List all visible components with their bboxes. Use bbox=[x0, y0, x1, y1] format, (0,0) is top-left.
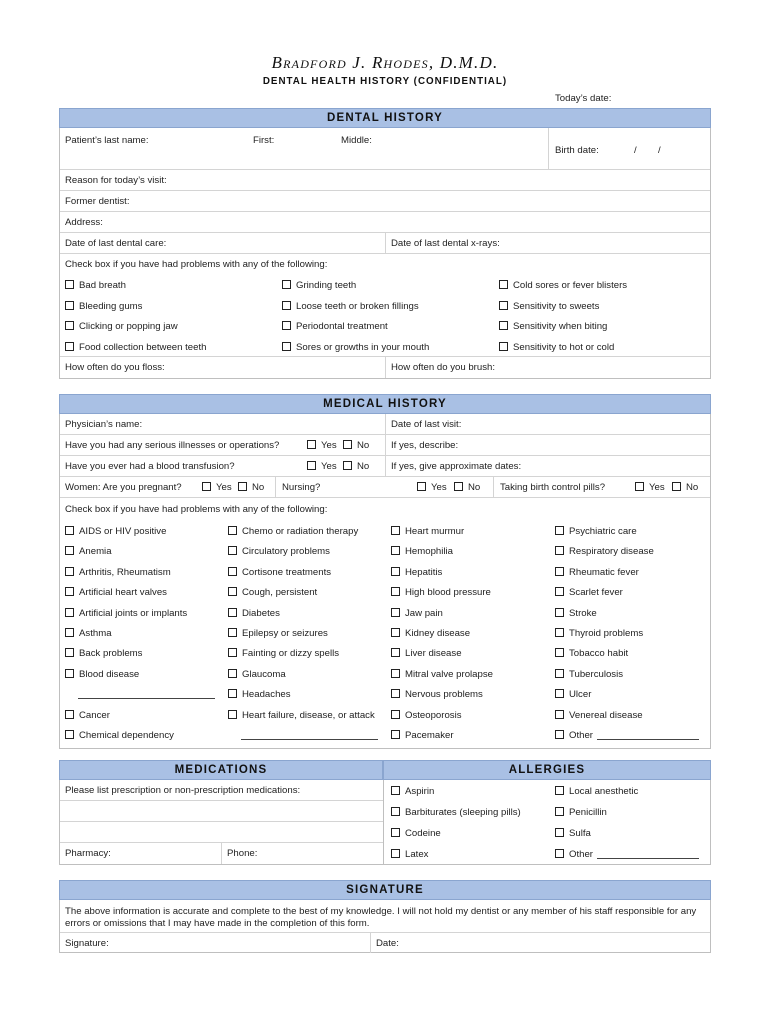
allergy-checkbox[interactable]: Local anesthetic bbox=[555, 786, 638, 797]
medical-condition-checkbox[interactable]: Jaw pain bbox=[391, 608, 443, 619]
pregnant-yes-checkbox[interactable]: Yes bbox=[202, 482, 232, 493]
condition-blank-line[interactable] bbox=[241, 739, 378, 740]
form-subtitle: DENTAL HEALTH HISTORY (CONFIDENTIAL) bbox=[262, 76, 508, 87]
dental-problem-checkbox[interactable]: Food collection between teeth bbox=[65, 342, 206, 353]
birth-date-sep-2: / bbox=[658, 145, 661, 156]
dental-history-heading: DENTAL HISTORY bbox=[59, 108, 711, 128]
signature-date-field[interactable]: Date: bbox=[376, 938, 399, 949]
dental-problems-group bbox=[60, 254, 710, 357]
condition-other-line[interactable] bbox=[597, 739, 699, 740]
medical-condition-checkbox[interactable]: Psychiatric care bbox=[555, 526, 637, 537]
signature-statement: The above information is accurate and complete to the best of my knowledge. I will not hold my dentist or any member of his staff responsible for any errors or omissions that I may have made in the completion of this form. bbox=[65, 906, 697, 929]
medical-condition-checkbox[interactable]: Hemophilia bbox=[391, 546, 453, 557]
dental-problem-checkbox[interactable]: Bleeding gums bbox=[65, 301, 142, 312]
medical-condition-checkbox[interactable]: Tobacco habit bbox=[555, 648, 628, 659]
allergy-checkbox[interactable]: Latex bbox=[391, 849, 428, 860]
medical-condition-checkbox[interactable]: Asthma bbox=[65, 628, 112, 639]
allergy-other-line[interactable] bbox=[597, 858, 699, 859]
medical-history-heading: MEDICAL HISTORY bbox=[59, 394, 711, 414]
allergy-checkbox[interactable]: Barbiturates (sleeping pills) bbox=[391, 807, 521, 818]
brush-frequency-field[interactable]: How often do you brush: bbox=[391, 362, 495, 373]
doctor-name: Bradford J. Rhodes, D.M.D. bbox=[271, 53, 499, 72]
medical-condition-checkbox[interactable]: Artificial joints or implants bbox=[65, 608, 187, 619]
allergies-heading: ALLERGIES bbox=[383, 760, 711, 780]
allergy-checkbox[interactable]: Other bbox=[555, 849, 593, 860]
allergy-checkbox[interactable]: Penicillin bbox=[555, 807, 607, 818]
last-dental-care-field[interactable]: Date of last dental care: bbox=[65, 238, 167, 249]
medical-condition-checkbox[interactable]: Diabetes bbox=[228, 608, 280, 619]
medical-condition-checkbox[interactable]: Artificial heart valves bbox=[65, 587, 167, 598]
medications-line-2[interactable] bbox=[60, 822, 383, 843]
medical-condition-checkbox[interactable]: Stroke bbox=[555, 608, 597, 619]
dental-problem-checkbox[interactable]: Grinding teeth bbox=[282, 280, 356, 291]
last-name-field[interactable]: Patient’s last name: bbox=[65, 135, 149, 146]
birth-control-question: Taking birth control pills? bbox=[500, 482, 606, 493]
medical-condition-checkbox[interactable]: Respiratory disease bbox=[555, 546, 654, 557]
address-field[interactable]: Address: bbox=[65, 217, 103, 228]
illness-no-checkbox[interactable]: No bbox=[343, 440, 369, 451]
illness-question: Have you had any serious illnesses or operations? bbox=[65, 440, 280, 451]
medical-condition-checkbox[interactable]: Heart murmur bbox=[391, 526, 464, 537]
illness-describe-field[interactable]: If yes, describe: bbox=[391, 440, 459, 451]
medical-condition-checkbox[interactable]: Fainting or dizzy spells bbox=[228, 648, 339, 659]
medical-conditions-group bbox=[60, 498, 710, 748]
dental-problem-checkbox[interactable]: Cold sores or fever blisters bbox=[499, 280, 627, 291]
reason-visit-field[interactable]: Reason for today’s visit: bbox=[65, 175, 167, 186]
nursing-question: Nursing? bbox=[282, 482, 321, 493]
middle-name-field[interactable]: Middle: bbox=[341, 135, 372, 146]
medical-condition-checkbox[interactable]: Osteoporosis bbox=[391, 710, 462, 721]
dental-check-intro: Check box if you have had problems with any of the following: bbox=[65, 259, 328, 270]
pharmacy-phone-field[interactable]: Phone: bbox=[227, 848, 258, 859]
medications-line-1[interactable] bbox=[60, 801, 383, 822]
medical-condition-checkbox[interactable]: Cancer bbox=[65, 710, 110, 721]
birth-control-no-checkbox[interactable]: No bbox=[672, 482, 698, 493]
dental-problem-checkbox[interactable]: Sores or growths in your mouth bbox=[282, 342, 429, 353]
pharmacy-field[interactable]: Pharmacy: bbox=[65, 848, 111, 859]
medications-heading: MEDICATIONS bbox=[59, 760, 383, 780]
dental-problem-checkbox[interactable]: Bad breath bbox=[65, 280, 126, 291]
transfusion-dates-field[interactable]: If yes, give approximate dates: bbox=[391, 461, 522, 472]
first-name-field[interactable]: First: bbox=[253, 135, 275, 146]
nursing-yes-checkbox[interactable]: Yes bbox=[417, 482, 447, 493]
allergy-checkbox[interactable]: Sulfa bbox=[555, 828, 591, 839]
dental-problem-checkbox[interactable]: Sensitivity to hot or cold bbox=[499, 342, 614, 353]
medical-check-intro: Check box if you have had problems with any of the following: bbox=[65, 504, 328, 515]
dental-history-section bbox=[59, 128, 711, 379]
dental-problem-checkbox[interactable]: Clicking or popping jaw bbox=[65, 321, 178, 332]
condition-blank-line[interactable] bbox=[78, 698, 215, 699]
signature-field[interactable]: Signature: bbox=[65, 938, 109, 949]
medical-condition-checkbox[interactable]: Thyroid problems bbox=[555, 628, 643, 639]
medical-condition-checkbox[interactable]: Tuberculosis bbox=[555, 669, 623, 680]
medical-condition-checkbox[interactable]: Headaches bbox=[228, 689, 291, 700]
medical-condition-checkbox[interactable]: Glaucoma bbox=[228, 669, 286, 680]
medical-condition-checkbox[interactable]: Back problems bbox=[65, 648, 142, 659]
medical-condition-checkbox[interactable]: Blood disease bbox=[65, 669, 139, 680]
medical-condition-checkbox[interactable]: Cough, persistent bbox=[228, 587, 317, 598]
transfusion-yes-checkbox[interactable]: Yes bbox=[307, 461, 337, 472]
transfusion-question: Have you ever had a blood transfusion? bbox=[65, 461, 235, 472]
medical-history-section bbox=[59, 414, 711, 749]
patient-name-row bbox=[60, 128, 710, 170]
medical-condition-checkbox[interactable]: Kidney disease bbox=[391, 628, 470, 639]
medical-condition-checkbox[interactable]: Chemo or radiation therapy bbox=[228, 526, 358, 537]
todays-date-field[interactable]: Today’s date: bbox=[555, 93, 612, 104]
medical-condition-checkbox[interactable]: Liver disease bbox=[391, 648, 462, 659]
medical-condition-checkbox[interactable]: Rheumatic fever bbox=[555, 567, 639, 578]
medical-condition-checkbox[interactable]: Heart failure, disease, or attack bbox=[228, 710, 375, 721]
medical-condition-checkbox[interactable]: Nervous problems bbox=[391, 689, 483, 700]
last-visit-field[interactable]: Date of last visit: bbox=[391, 419, 462, 430]
dental-problem-checkbox[interactable]: Sensitivity to sweets bbox=[499, 301, 599, 312]
medical-condition-checkbox[interactable]: Circulatory problems bbox=[228, 546, 330, 557]
medical-condition-checkbox[interactable]: Pacemaker bbox=[391, 730, 454, 741]
medical-condition-checkbox[interactable]: Anemia bbox=[65, 546, 112, 557]
signature-heading: SIGNATURE bbox=[59, 880, 711, 900]
nursing-no-checkbox[interactable]: No bbox=[454, 482, 480, 493]
illness-yes-checkbox[interactable]: Yes bbox=[307, 440, 337, 451]
dental-problem-checkbox[interactable]: Loose teeth or broken fillings bbox=[282, 301, 419, 312]
medical-condition-checkbox[interactable]: Hepatitis bbox=[391, 567, 442, 578]
medications-allergies-heading bbox=[59, 760, 711, 780]
medications-prompt: Please list prescription or non-prescription medications: bbox=[65, 785, 301, 796]
floss-frequency-field[interactable]: How often do you floss: bbox=[65, 362, 165, 373]
medical-condition-checkbox[interactable]: Epilepsy or seizures bbox=[228, 628, 328, 639]
allergy-checkbox[interactable]: Codeine bbox=[391, 828, 441, 839]
medical-condition-checkbox[interactable]: Venereal disease bbox=[555, 710, 643, 721]
medical-condition-checkbox[interactable]: High blood pressure bbox=[391, 587, 491, 598]
medical-condition-checkbox[interactable]: Ulcer bbox=[555, 689, 591, 700]
signature-section bbox=[59, 900, 711, 953]
birth-control-yes-checkbox[interactable]: Yes bbox=[635, 482, 665, 493]
pregnant-no-checkbox[interactable]: No bbox=[238, 482, 264, 493]
medical-condition-checkbox[interactable]: Scarlet fever bbox=[555, 587, 623, 598]
allergy-checkbox[interactable]: Aspirin bbox=[391, 786, 434, 797]
medical-condition-checkbox[interactable]: Cortisone treatments bbox=[228, 567, 331, 578]
dental-problem-checkbox[interactable]: Sensitivity when biting bbox=[499, 321, 607, 332]
medical-condition-checkbox[interactable]: Other bbox=[555, 730, 593, 741]
dental-problem-checkbox[interactable]: Periodontal treatment bbox=[282, 321, 388, 332]
former-dentist-field[interactable]: Former dentist: bbox=[65, 196, 130, 207]
medical-condition-checkbox[interactable]: AIDS or HIV positive bbox=[65, 526, 166, 537]
last-xray-field[interactable]: Date of last dental x-rays: bbox=[391, 238, 500, 249]
medical-condition-checkbox[interactable]: Chemical dependency bbox=[65, 730, 174, 741]
birth-date-sep-1: / bbox=[634, 145, 637, 156]
medical-condition-checkbox[interactable]: Arthritis, Rheumatism bbox=[65, 567, 171, 578]
transfusion-no-checkbox[interactable]: No bbox=[343, 461, 369, 472]
medications-allergies-section bbox=[59, 780, 711, 865]
physician-name-field[interactable]: Physician’s name: bbox=[65, 419, 143, 430]
pregnant-question: Women: Are you pregnant? bbox=[65, 482, 182, 493]
birth-date-field[interactable]: Birth date: bbox=[555, 145, 599, 156]
medical-condition-checkbox[interactable]: Mitral valve prolapse bbox=[391, 669, 493, 680]
